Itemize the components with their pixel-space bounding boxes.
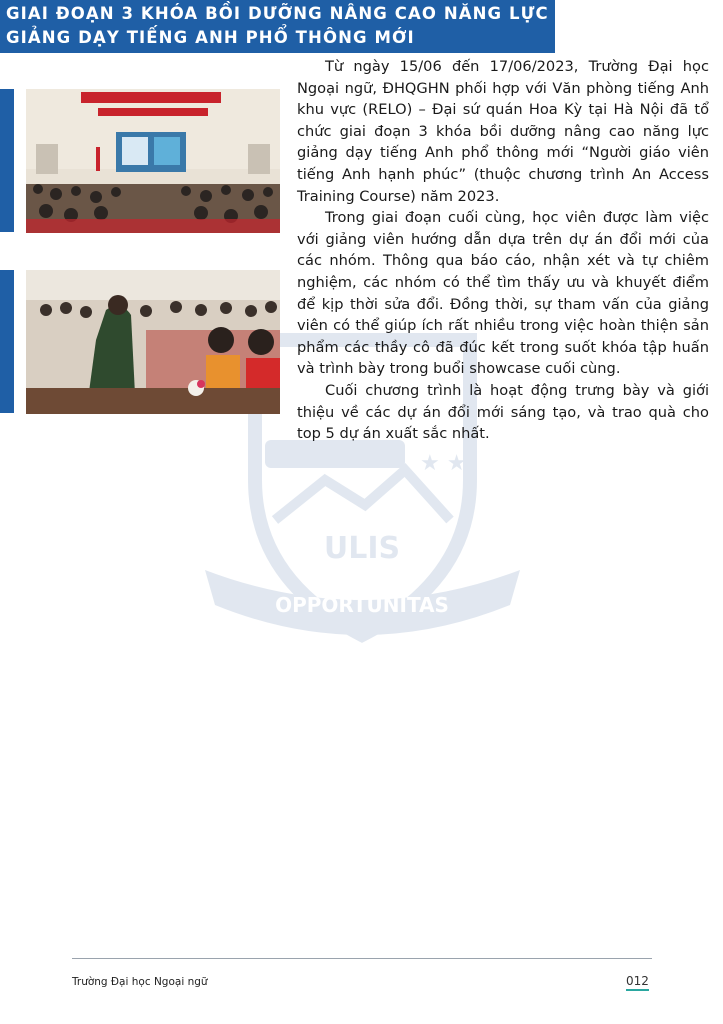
article-paragraph-1: Từ ngày 15/06 đến 17/06/2023, Trường Đại học Ngoại ngữ, ĐHQGHN phối hợp với Văn phòng tiếng Anh khu vực (RELO) – Đại sứ quán Hoa Kỳ tại Hà Nội đã tổ chức giai đoạn 3 khóa bồi dưỡng nâng cao năng lực giảng dạy tiếng Anh phổ thông mới “Người giáo viên tiếng Anh hạnh phúc” (thuộc chương trình An Access Training Course) năm 2023. bbox=[297, 58, 709, 205]
page-title-line-1: GIAI ĐOẠN 3 KHÓA BỒI DƯỠNG NÂNG CAO NĂNG LỰC bbox=[6, 4, 549, 23]
watermark-motto: OPPORTUNITAS bbox=[275, 593, 449, 617]
footer-school-name: Trường Đại học Ngoại ngữ bbox=[72, 976, 208, 988]
left-accent-bar-top bbox=[0, 89, 14, 232]
page-number: 012 bbox=[626, 974, 649, 991]
svg-text:★ ★: ★ ★ bbox=[420, 451, 467, 476]
article-paragraph-2: Trong giai đoạn cuối cùng, học viên được làm việc với giảng viên hướng dẫn dựa trên dự án đổi mới của các nhóm. Thông qua báo cáo, nhận xét và tự chiêm nghiệm, các nhóm có thể tìm thấy ưu và khuyết điểm để kịp thời sửa đổi. Đồng thời, sự tham vấn của giảng viên có thể giúp ích rất nhiều trong việc hoàn thiện sản phẩm các thầy cô đã đúc kết trong suốt khóa tập huấn và trình bày trong buổi showcase cuối cùng. bbox=[297, 209, 709, 378]
photo-participants bbox=[26, 270, 280, 414]
footer-divider bbox=[72, 958, 652, 959]
title-banner bbox=[0, 0, 555, 53]
page-title-line-2: GIẢNG DẠY TIẾNG ANH PHỔ THÔNG MỚI bbox=[6, 28, 415, 47]
watermark-word: ULIS bbox=[323, 531, 401, 566]
left-accent-bar-bottom bbox=[0, 270, 14, 413]
article-paragraph-3: Cuối chương trình là hoạt động trưng bày và giới thiệu về các dự án đổi mới sáng tạo, và trao quà cho top 5 dự án xuất sắc nhất. bbox=[297, 381, 709, 443]
photo-auditorium bbox=[26, 89, 280, 233]
article-body bbox=[297, 56, 709, 445]
